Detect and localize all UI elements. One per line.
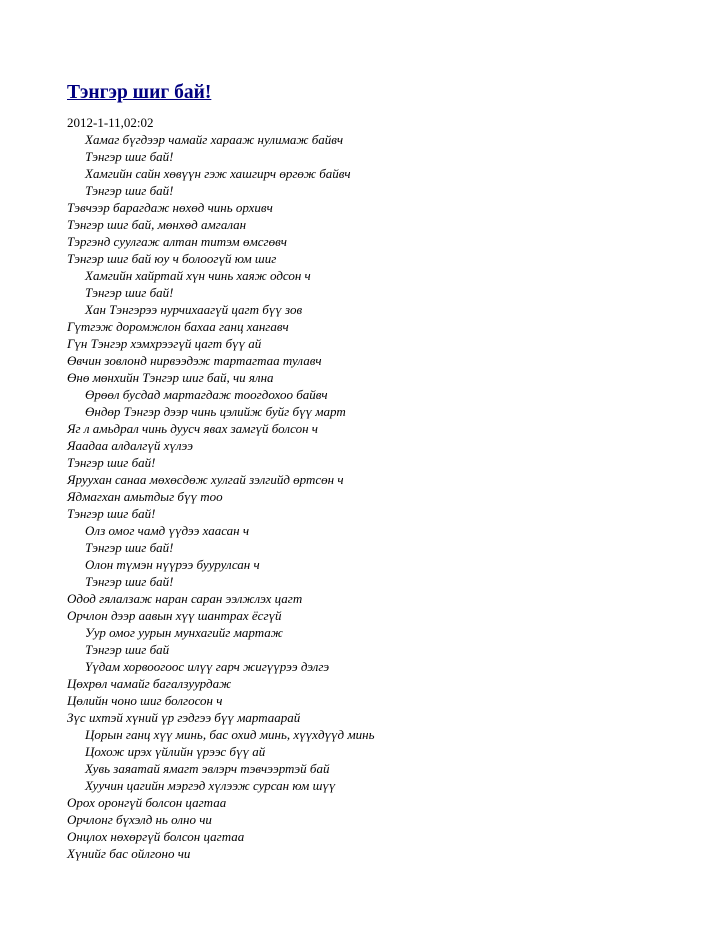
poem-line: Цөлийн чоно шиг болгосон ч xyxy=(67,693,223,708)
poem-line: Тэнгэр шиг бай! xyxy=(85,285,174,300)
poem-line: Үүдам хорвоогоос илүү гарч жигүүрээ дэлгэ xyxy=(85,659,330,674)
poem-line: Тэнгэр шиг бай! xyxy=(85,540,174,555)
poem-line: Тэнгэр шиг бай! xyxy=(85,149,174,164)
poem-line: Тэвчээр барагдаж нөхөд чинь орхивч xyxy=(67,200,273,215)
poem-line: Хувь заяатай ямагт эвлэрч тэвчээртэй бай xyxy=(85,761,330,776)
poem-line: Хүнийг бас ойлгоно чи xyxy=(67,846,191,861)
poem-line: Хан Тэнгэрээ нурчихаагүй цагт бүү зов xyxy=(85,302,303,317)
poem-line: Гүн Тэнгэр хэмхрээгүй цагт бүү ай xyxy=(67,336,262,351)
poem-line: Өрөөл бусдад мартагдаж тоогдохоо байвч xyxy=(85,387,328,402)
poem-line: Тэнгэр шиг бай! xyxy=(85,183,174,198)
poem-line: Цөхрөл чамайг багалзуурдаж xyxy=(67,676,232,691)
poem-line: Олз омог чамд үүдээ хаасан ч xyxy=(85,523,250,538)
poem-line: Ядмагхан амьтдыг бүү тоо xyxy=(67,489,223,504)
post-title-link[interactable]: Тэнгэр шиг бай! xyxy=(67,82,212,103)
poem-line: Яаадаа алдалгүй хүлээ xyxy=(67,438,194,453)
poem-line: Хамгийн хайртай хүн чинь хаяж одсон ч xyxy=(85,268,311,283)
poem-line: Уур омог уурын мунхагийг мартаж xyxy=(85,625,283,640)
poem-line: Тэнгэр шиг бай xyxy=(85,642,170,657)
poem-line: Орчлонг бүхэлд нь олно чи xyxy=(67,812,212,827)
poem-line: Тэнгэр шиг бай! xyxy=(85,574,174,589)
document-page xyxy=(67,82,687,862)
poem-line: Тэнгэр шиг бай, мөнхөд амгалан xyxy=(67,217,247,232)
poem-line: Зүс ихтэй хүний үр гэдгээ бүү мартаарай xyxy=(67,710,301,725)
poem-line: Тэргэнд суулгаж алтан титэм өмсгөвч xyxy=(67,234,287,249)
poem-line: Олон түмэн нүүрээ буурулсан ч xyxy=(85,557,260,572)
poem-line: Хуучин цагийн мэргэд хүлээж сурсан юм шүү xyxy=(85,778,336,793)
poem-line: Тэнгэр шиг бай! xyxy=(67,506,156,521)
poem-line: Орох оронгүй болсон цагтаа xyxy=(67,795,227,810)
poem-line: Цорын ганц хүү минь, бас охид минь, хүүхдүүд минь xyxy=(85,727,375,742)
poem-line: Онцлох нөхөргүй болсон цагтаа xyxy=(67,829,245,844)
poem-line: Яг л амьдрал чинь дууcч явах замгүй болсон ч xyxy=(67,421,318,436)
poem-line: Тэнгэр шиг бай! xyxy=(67,455,156,470)
poem-line: Орчлон дээр аавын хүү шантрах ёсгүй xyxy=(67,608,282,623)
poem-body xyxy=(67,131,687,862)
poem-line: Өвчин зовлонд нирвээдэж тартагтаа тулавч xyxy=(67,353,322,368)
poem-line: Одод гялалзаж наран саран ээлжлэх цагт xyxy=(67,591,303,606)
poem-line: Хамаг бүгдээр чамайг харааж нулимаж байвч xyxy=(85,132,344,147)
post-date: 2012-1-11,02:02 xyxy=(67,115,154,130)
poem-line: Өнө мөнхийн Тэнгэр шиг бай, чи ялна xyxy=(67,370,274,385)
poem-line: Яруухан санаа мөхөсдөж хулгай зэлгийд өртсөн ч xyxy=(67,472,344,487)
poem-line: Гүтгэж доромжлон бахаа ганц хангавч xyxy=(67,319,289,334)
poem-line: Цохож ирэх үйлийн үрээс бүү ай xyxy=(85,744,266,759)
poem-line: Хамгийн сайн хөвүүн гэж хашгирч өргөж байвч xyxy=(85,166,351,181)
poem-line: Өндөр Тэнгэр дээр чинь цэлийж буйг бүү март xyxy=(85,404,346,419)
poem-line: Тэнгэр шиг бай юу ч болоогүй юм шиг xyxy=(67,251,277,266)
